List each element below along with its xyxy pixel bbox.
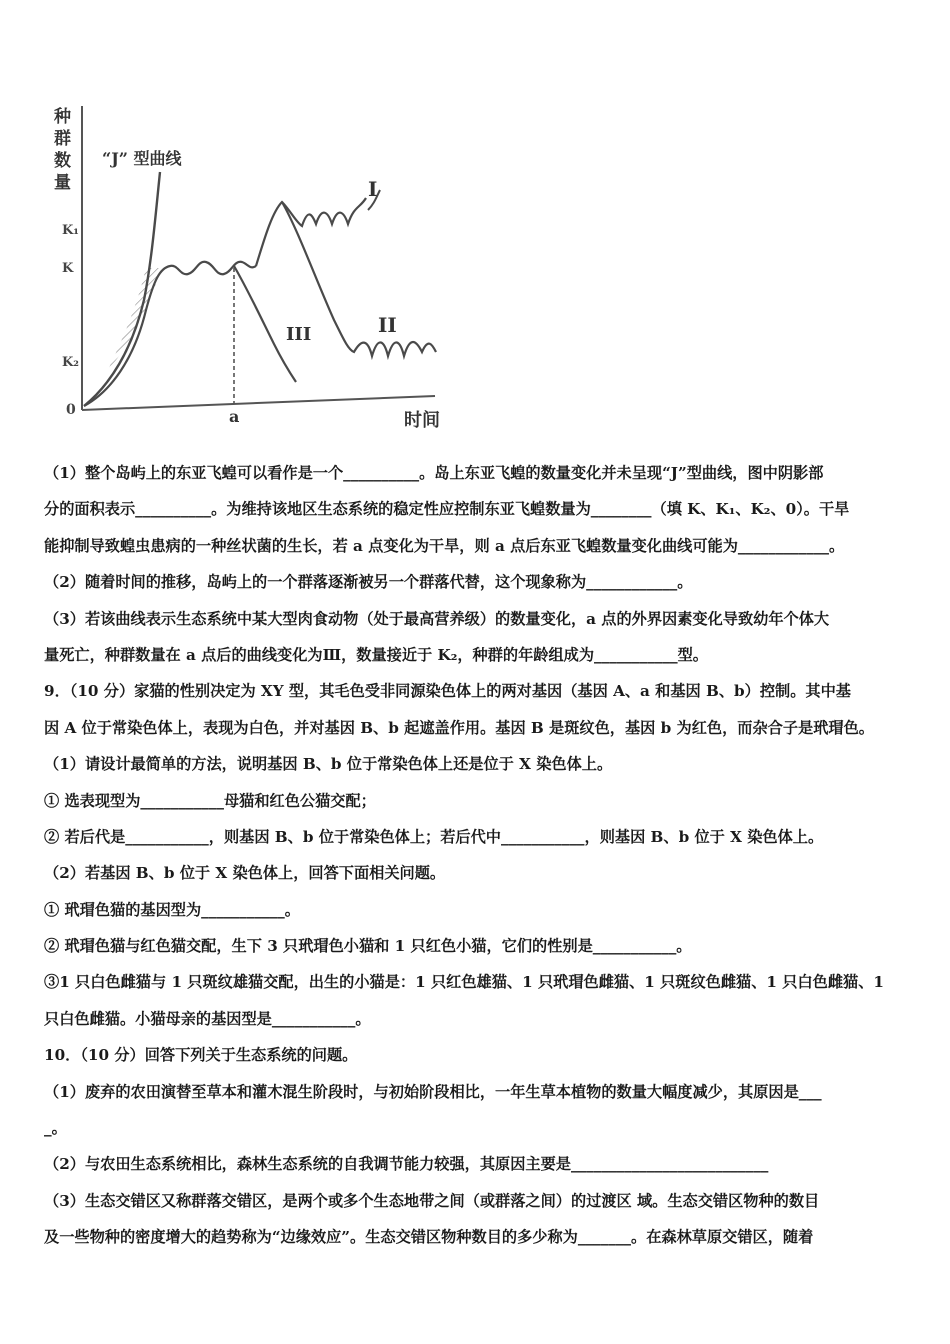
- text-line: ② 玳瑁色猫与红色猫交配，生下 3 只玳瑁色小猫和 1 只红色小猫，它们的性别是___________。: [44, 937, 692, 956]
- curve-label-III: III: [286, 324, 312, 345]
- text-line: （1）废弃的农田演替至草本和灌木混生阶段时，与初始阶段相比，一年生草本植物的数量大幅度减少，其原因是___: [44, 1082, 822, 1101]
- y-axis-label-2: 群: [54, 129, 71, 149]
- curve-label-II: II: [378, 313, 397, 337]
- text-line: 分的面积表示__________。为维持该地区生态系统的稳定性应控制东亚飞蝗数量为________（填 K、K₁、K₂、0）。干旱: [44, 500, 850, 519]
- level-label-k1: K₁: [62, 223, 79, 238]
- curve-I: [256, 198, 366, 266]
- text-line: （2）随着时间的推移，岛屿上的一个群落逐渐被另一个群落代替，这个现象称为____________。: [44, 573, 693, 592]
- origin-label: 0: [66, 402, 76, 418]
- x-axis: [82, 396, 435, 410]
- text-line: 只白色雌猫。小猫母亲的基因型是___________。: [44, 1009, 371, 1028]
- text-line: （2）与农田生态系统相比，森林生态系统的自我调节能力较强，其原因主要是__________________________: [44, 1155, 769, 1174]
- text-line: 能抑制导致蝗虫患病的一种丝状菌的生长，若 a 点变化为干旱，则 a 点后东亚飞蝗数量变化曲线可能为____________。: [44, 536, 845, 555]
- y-axis-label-1: 种: [54, 107, 71, 127]
- text-line: （2）若基因 B、b 位于 X 染色体上，回答下面相关问题。: [44, 864, 446, 883]
- text-line: ① 选表现型为___________母猫和红色公猫交配；: [44, 791, 376, 810]
- s-curve: [84, 262, 256, 406]
- point-a-label: a: [229, 407, 240, 426]
- text-line: （3）生态交错区又称群落交错区，是两个或多个生态地带之间（或群落之间）的过渡区 域。生态交错区物种的数目: [44, 1191, 820, 1210]
- text-line: 量死亡，种群数量在 a 点后的曲线变化为Ⅲ，数量接近于 K₂，种群的年龄组成为___________型。: [44, 645, 708, 664]
- text-line: ② 若后代是___________，则基因 B、b 位于常染色体上；若后代中___________，则基因 B、b 位于 X 染色体上。: [44, 827, 824, 846]
- text-line: 10．（10 分）回答下列关于生态系统的问题。: [44, 1046, 358, 1065]
- text-line: _。: [44, 1119, 67, 1138]
- text-line: 因 A 位于常染色体上，表现为白色，并对基因 B、b 起遮盖作用。基因 B 是斑纹色，基因 b 为红色，而杂合子是玳瑁色。: [44, 718, 874, 737]
- text-line: （1）整个岛屿上的东亚飞蝗可以看作是一个__________。岛上东亚飞蝗的数量变化并未呈现“J”型曲线，图中阴影部: [44, 464, 824, 482]
- level-label-k2: K₂: [62, 355, 79, 370]
- text-line: ③1 只白色雌猫与 1 只斑纹雄猫交配，出生的小猫是：1 只红色雄猫、1 只玳瑁色雌猫、1 只斑纹色雌猫、1 只白色雌猫、1: [44, 973, 884, 992]
- y-axis-label-4: 量: [54, 173, 71, 193]
- question-text: [44, 455, 914, 1256]
- j-curve-label: “J” 型曲线: [102, 149, 182, 168]
- text-line: 及一些物种的密度增大的趋势称为“边缘效应”。生态交错区物种数目的多少称为_______。在森林草原交错区，随着: [44, 1228, 814, 1247]
- level-label-k: K: [62, 261, 74, 276]
- text-line: （3）若该曲线表示生态系统中某大型肉食动物（处于最高营养级）的数量变化，a 点的外界因素变化导致幼年个体大: [44, 609, 830, 628]
- text-line: ① 玳瑁色猫的基因型为___________。: [44, 900, 300, 919]
- y-axis-label-3: 数: [54, 151, 71, 171]
- x-axis-label: 时间: [404, 410, 440, 431]
- curve-label-I: I: [368, 177, 378, 201]
- text-line: （1）请设计最简单的方法，说明基因 B、b 位于常染色体上还是位于 X 染色体上。: [44, 755, 613, 774]
- population-curve-figure: [50, 100, 470, 440]
- text-line: 9．（10 分）家猫的性别决定为 XY 型，其毛色受非同源染色体上的两对基因（基因 A、a 和基因 B、b）控制。其中基: [44, 682, 851, 701]
